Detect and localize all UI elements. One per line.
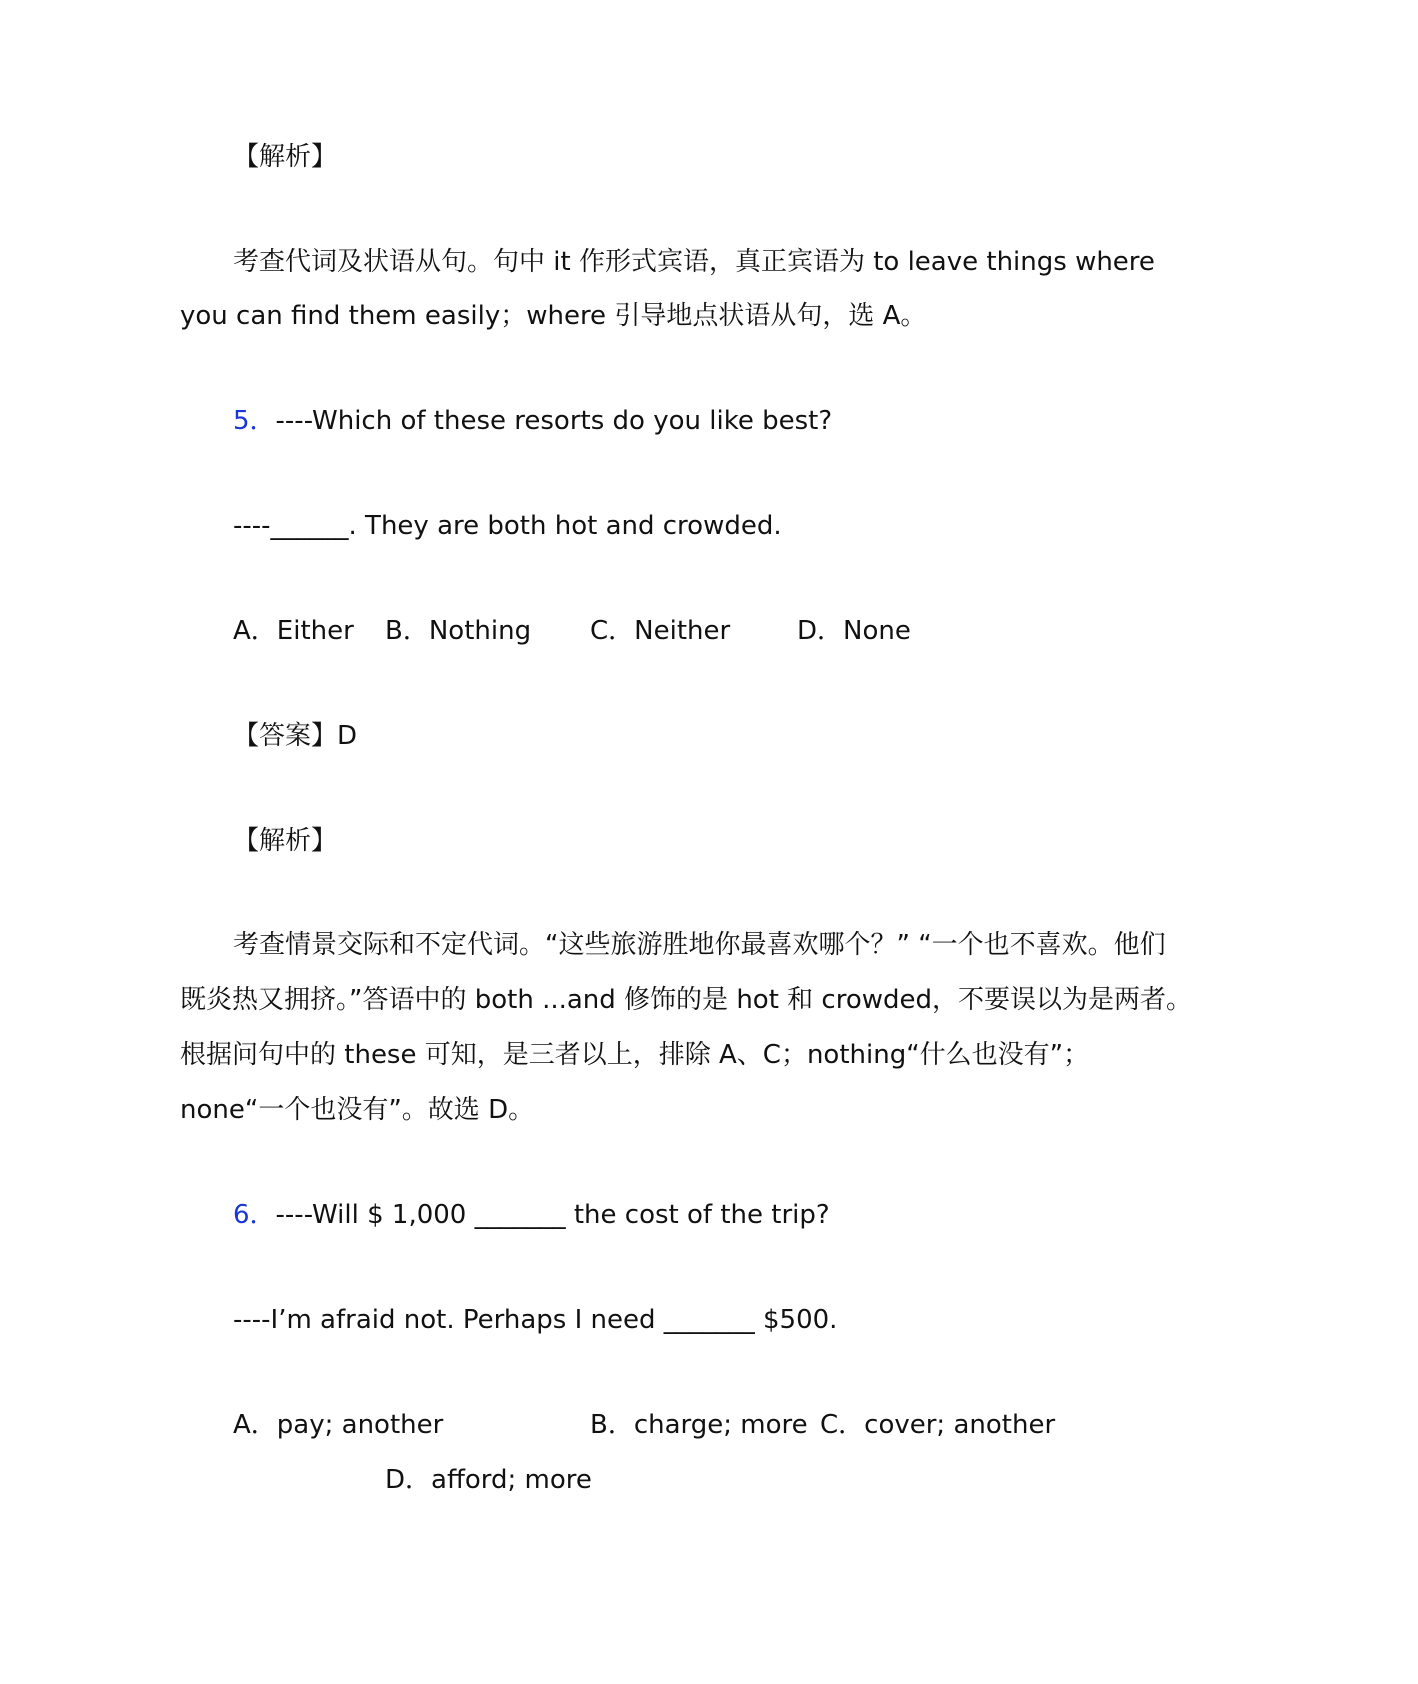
question-5	[233, 405, 832, 437]
analysis-text-line: 考查代词及状语从句。句中 it 作形式宾语，真正宾语为 to leave things where	[233, 247, 1155, 277]
analysis-text-line: 考查情景交际和不定代词。“这些旅游胜地你最喜欢哪个？” “一个也不喜欢。他们	[233, 930, 1166, 960]
analysis-label: 【解析】	[233, 826, 338, 856]
analysis-text-line: you can find them easily；where 引导地点状语从句，选 A。	[180, 301, 927, 331]
option-a: A．pay; another	[233, 1410, 444, 1440]
question-text: ----Will $ 1,000 _______ the cost of the trip?	[275, 1200, 830, 1230]
option-c: C．cover; another	[820, 1410, 1056, 1440]
option-b: B．Nothing	[385, 616, 532, 646]
analysis-text-line: none“一个也没有”。故选 D。	[180, 1095, 535, 1125]
option-b: B．charge; more	[590, 1410, 808, 1440]
question-6	[233, 1199, 830, 1231]
analysis-label: 【解析】	[233, 142, 338, 172]
question-number: 6．	[233, 1200, 276, 1230]
option-d: D．None	[797, 616, 911, 646]
question-6-reply: ----I’m afraid not. Perhaps I need _______ $500.	[233, 1305, 838, 1335]
answer-text: 【答案】D	[233, 721, 358, 751]
option-c: C．Neither	[590, 616, 731, 646]
option-a: A．Either	[233, 616, 354, 646]
question-5-reply: ----______. They are both hot and crowded.	[233, 511, 782, 541]
question-text: ----Which of these resorts do you like best?	[275, 406, 833, 436]
analysis-text-line: 根据问句中的 these 可知，是三者以上，排除 A、C；nothing“什么也没有”；	[180, 1040, 1090, 1070]
question-number: 5．	[233, 406, 276, 436]
option-d: D．afford; more	[385, 1465, 592, 1495]
analysis-text-line: 既炎热又拥挤。”答语中的 both ...and 修饰的是 hot 和 crowded，不要误以为是两者。	[180, 985, 1193, 1015]
